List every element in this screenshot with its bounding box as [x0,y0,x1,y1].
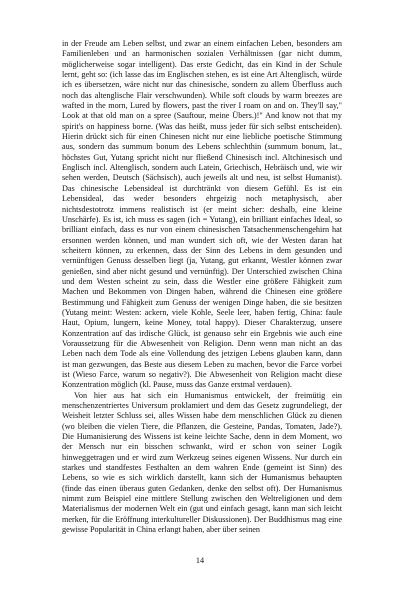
paragraph-2: Von hier aus hat sich ein Humanismus entwickelt, der freimütig ein menschenzentriertes Universum proklamiert und dem das Gesetz zugrundeliegt, der Weisheit letzter Schluss sei, alles Wissen habe dem menschlichen Glück zu dienen (wo bleiben die vielen Tiere, die Pflanzen, die Gesteine, Pandas, Tomaten, Jade?). Die Humanisierung des Wissens ist keine leichte Sache, denn in dem Moment, wo der Mensch nur ein bisschen schwankt, wird er schon von seiner Logik hinweggetragen und er wird zum Werkzeug seines eigenen Wissens. Nur durch ein starkes und standfestes Festhalten an dem wahren Ende (gemeint ist Sinn) des Lebens, so wie es sich wirklich darstellt, kann sich der Humanismus behaupten (finde das einen überaus guten Gedanken, denke den selbst oft). Der Humanismus nimmt zum Beispiel eine mittlere Stellung zwischen den Weltreligionen und dem Materialismus der modernen Welt ein (gut und einfach gesagt, kann man sich leicht merken, für die Eröffnung interkultureller Diskussionen). Der Buddhismus mag eine gewisse Popularität in China erlangt haben, aber über seinen [62,390,342,535]
paragraph-1: in der Freude am Leben selbst, und zwar an einem einfachen Leben, besonders am Familienleben und an harmonischen sozialen Verhältnissen (gar nicht dumm, möglicherweise sogar intelligent). Das erste Gedicht, das ein Kind in der Schule lernt, geht so: (ich lasse das im Englischen stehen, es ist eine Art Altenglisch, würde ich es übersetzen, wäre nicht nur das chinesische, sondern zu allem Überfluss auch noch das altenglische Flair verschwunden). While soft clouds by warm breezes are wafted in the morn, Lured by flowers, past the river I roam on and on. They'll say," Look at that old man on a spree (Sauftour, meine Übers.)!" And know not that my spirit's on happiness borne. (Was das heißt, muss jeder für sich selbst entscheiden). Hierin drückt sich für einen Chinesen nicht nur eine liebliche poetische Stimmung aus, sondern das summum bonum des Lebens schlechthin (summum bonum, lat., höchstes Gut, Yutang spricht nicht nur fließend Chinesisch incl. Altchinesisch und Englisch incl. Altenglisch, sondern auch Latein, Griechisch, Hebräisch und, wie wir sehen werden, Deutsch (Sächsisch), auch jeweils alt und neu, ist selbst Humanist). Das chinesische Lebensideal ist durchtränkt von diesem Gefühl. Es ist ein Lebensideal, das weder besonders ehrgeizig noch metaphysisch, aber nichtsdestotrotz immens realistisch ist (er meint sicher: deshalb, eine kleine Unschärfe). Es ist, ich muss es sagen (ich = Yutang), ein brilliant einfaches Ideal, so brilliant einfach, dass es nur von einem chinesischen Tatsachenmenschengehirn hat ersonnen werden können, und man wundert sich oft, wie der Westen daran hat scheitern können, zu erkennen, dass der Sinn des Lebens in dem gesunden und vernünftigen Genuss desselben liegt (ja, Yutang, gut erkannt, Westler können zwar genießen, sind aber nicht gesund und vernünftig). Der Unterschied zwischen China und dem Westen scheint zu sein, dass die Westler eine größere Fähigkeit zum Machen und Bekommen von Dingen haben, während die Chinesen eine größere Bestimmung und Fähigkeit zum Genuss der wenigen Dinge haben, die sie besitzen (Yutang meint: Westen: ackern, viele Kohle, Seele leer, haben fertig, China: faule Haut, Opium, lungern, keine Money, total happy). Dieser Charakterzug, unsere Konzentration auf das irdische Glück, ist genauso sehr ein Ergebnis wie auch eine Voraussetzung für die Abwesenheit von Religion. Denn wenn man nicht an das Leben nach dem Tode als eine Vollendung des jetzigen Lebens glauben kann, dann ist man gezwungen, das Beste aus diesem Leben zu machen, bevor die Farce vorbei ist (Wieso Farce, warum so negativ?). Die Abwesenheit von Religion macht diese Konzentration möglich (kl. Pause, muss das Ganze erstmal verdauen). [62,39,342,390]
body-text [62,39,342,536]
page-number: 14 [195,556,205,565]
